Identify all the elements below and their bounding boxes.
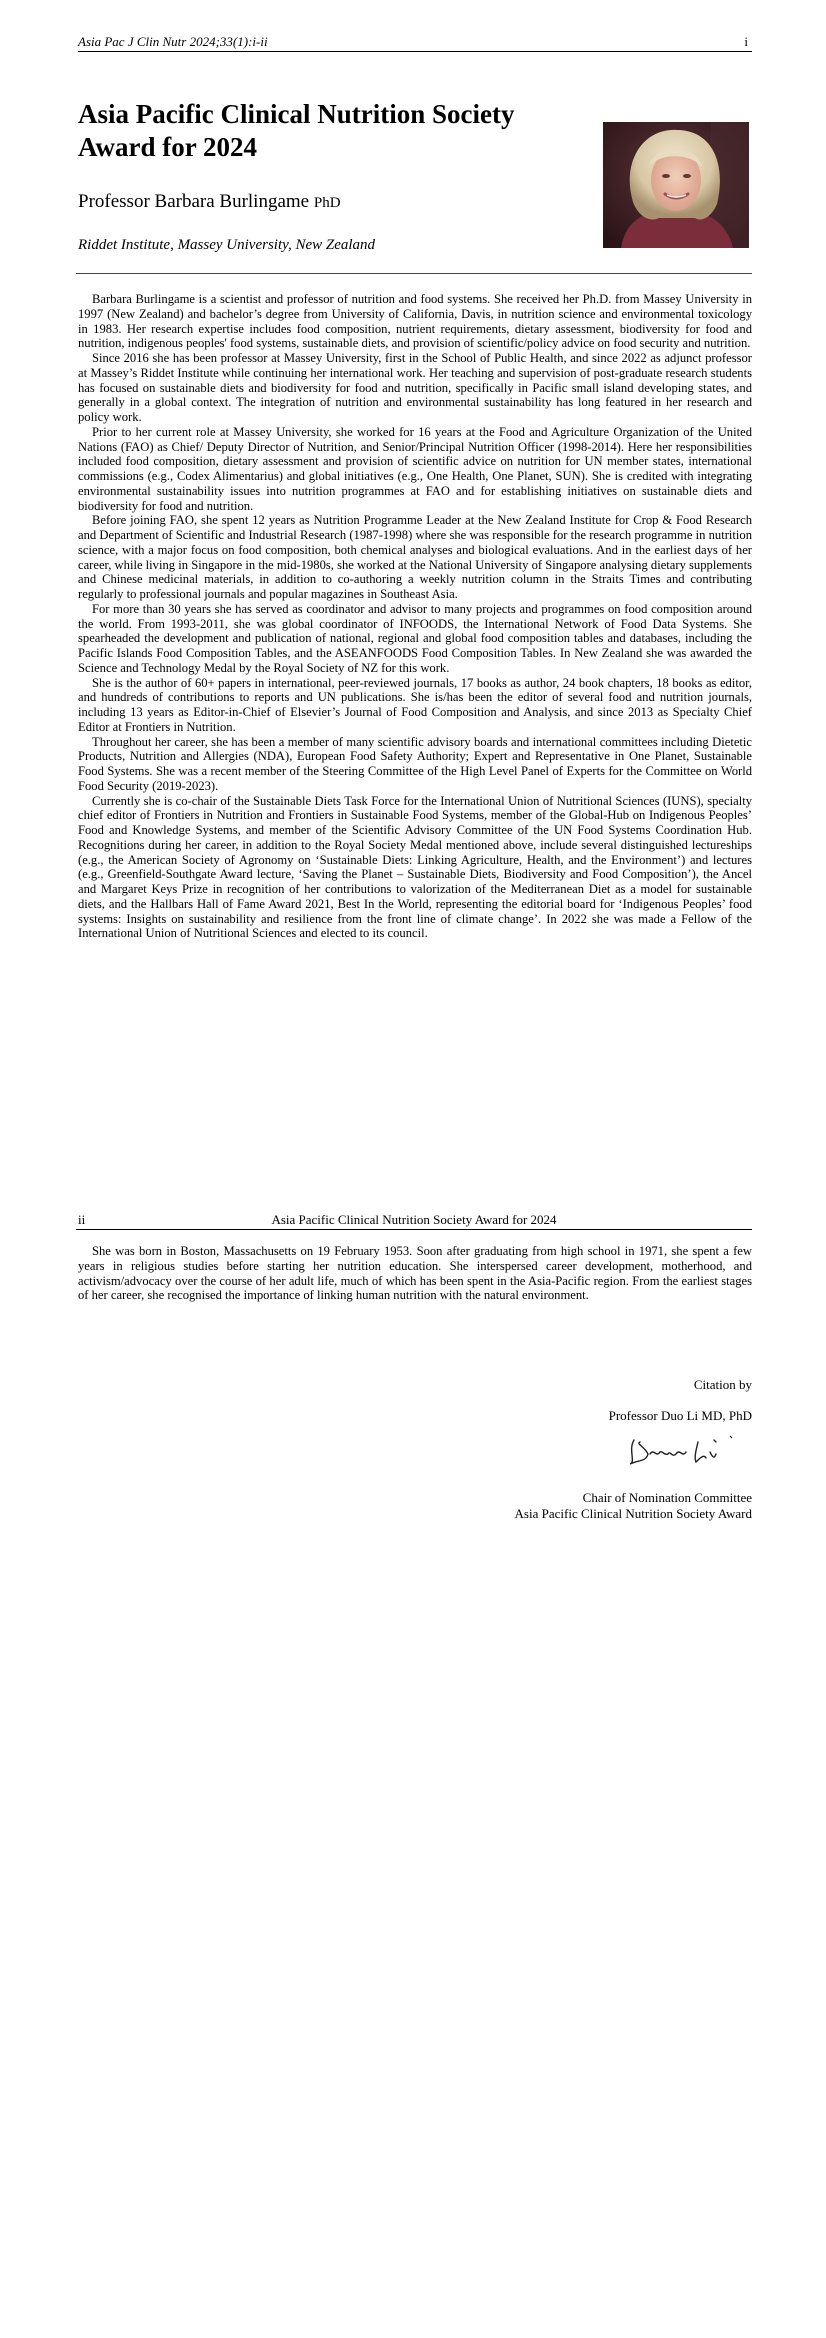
page-two-running-title: Asia Pacific Clinical Nutrition Society Award for 2024 xyxy=(271,1212,557,1227)
author-degree: PhD xyxy=(313,195,341,211)
page-two-paragraph-1: She was born in Boston, Massachusetts on 19 February 1953. Soon after graduating from high school in 1971, she spent a few years in religious studies before starting her nutrition education. She interspersed career development, motherhood, and activism/advocacy over the course of her adult life, much of which has been spent in the Asia-Pacific region. From the earliest stages of her career, she recognised the importance of linking human nutrition with the natural environment. xyxy=(78,1244,752,1303)
page-number: i xyxy=(744,34,748,49)
body-paragraph-7: Throughout her career, she has been a member of many scientific advisory boards and international committees including Dietetic Products, Nutrition and Allergies (NDA), European Food Safety Authority; Expert and Representative in One Planet, Sustainable Food Systems. She was a recent member of the Steering Committee of the High Level Panel of Experts for the Committee on World Food Security (2019-2023). xyxy=(78,734,752,793)
handwritten-signature-icon xyxy=(626,1432,746,1468)
article-title: Asia Pacific Clinical Nutrition Society Award for 2024 xyxy=(78,99,515,162)
body-paragraph-4: Before joining FAO, she spent 12 years as Nutrition Programme Leader at the New Zealand Institute for Crop & Food Research and Department of Scientific and Industrial Research (1987-1998) where she was responsible for the research programme in nutrition science, with a major focus on food composition, both chemical analyses and biological evaluations. And in the earliest days of her career, while living in Singapore in the mid-1980s, she worked at the National University of Singapore analysing dietary supplements and Chinese medicinal materials, in addition to co-authoring a weekly nutrition column in the Straits Times and contributing regularly to professional journals and popular magazines in Southeast Asia. xyxy=(78,513,752,601)
page-two-number: ii xyxy=(78,1212,86,1227)
header-divider xyxy=(76,273,752,274)
body-paragraph-3: Prior to her current role at Massey University, she worked for 16 years at the Food and Agriculture Organization of the United Nations (FAO) as Chief/ Deputy Director of Nutrition, and Senior/Principal Nutrition Officer (1998-2014). Here her responsibilities included food composition, dietary assessment and provision of scientific advice on nutrition for UN member states, international commissions (e.g., Codex Alimentarius) and global initiatives (e.g., One Health, One Planet, SUN). She is credited with integrating environmental sustainability issues into nutrition programmes at FAO and for establishing initiatives on sustainable diets and biodiversity for food and nutrition. xyxy=(78,424,752,513)
body-paragraph-6: She is the author of 60+ papers in international, peer-reviewed journals, 17 books as author, 24 book chapters, 18 books as editor, and hundreds of contributions to reports and UN publications. She is/has been the editor of several food and nutrition journals, including 13 years as Editor-in-Chief of Elsevier’s Journal of Food Composition and Analysis, and since 2013 as Specialty Chief Editor at Frontiers in Nutrition. xyxy=(78,675,752,734)
committee-line-1: Chair of Nomination Committee xyxy=(582,1490,752,1505)
citation-by: Citation by xyxy=(693,1377,752,1392)
running-head xyxy=(78,34,752,52)
body-paragraph-2: Since 2016 she has been professor at Massey University, first in the School of Public Health, and since 2022 as adjunct professor at Massey’s Riddet Institute while continuing her international work. Her teaching and supervision of post-graduate research students has focused on sustainable diets and biodiversity for food and nutrition, specifically in Pacific small island developing states, and generally in a global context. The integration of nutrition and environmental sustainability has long featured in her research and policy work. xyxy=(78,351,752,424)
author-name: Professor Barbara Burlingame xyxy=(78,191,310,212)
portrait-photo xyxy=(603,122,749,248)
citer-name: Professor Duo Li MD, PhD xyxy=(608,1408,752,1423)
page-two-body xyxy=(78,1244,752,1303)
journal-citation: Asia Pac J Clin Nutr 2024;33(1):i-ii xyxy=(78,34,268,49)
committee-line-2: Asia Pacific Clinical Nutrition Society Award xyxy=(514,1506,752,1521)
portrait-photo-icon xyxy=(603,122,749,248)
body-paragraph-1: Barbara Burlingame is a scientist and professor of nutrition and food systems. She received her Ph.D. from Massey University in 1997 (New Zealand) and bachelor’s degree from University of California, Davis, in nutrition science and environmental toxicology in 1983. Her research expertise includes food composition, nutrient requirements, dietary assessment, biodiversity for food and nutrition, indigenous peoples' food systems, sustainable diets, and provision of scientific/policy advice on food security and nutrition. xyxy=(78,292,752,351)
committee-title xyxy=(515,1490,752,1522)
article-body xyxy=(78,292,752,941)
body-paragraph-8: Currently she is co-chair of the Sustainable Diets Task Force for the International Union of Nutritional Sciences (IUNS), specialty chief editor of Frontiers in Nutrition and Frontiers in Sustainable Food Systems, member of the Global-Hub on Indigenous Peoples’ Food and Knowledge Systems, and member of the Scientific Advisory Committee of the UN Food Systems Coordination Hub. Recognitions during her career, in addition to the Royal Society Medal mentioned above, include several distinguished lectureships (e.g., the American Society of Agronomy on ‘Sustainable Diets: Linking Agriculture, Health, and the Environment’) and lectures (e.g., Greenfield-Southgate Award lecture, ‘Saving the Planet – Sustainable Diets, Biodiversity and Food Composition’), the Ancel and Margaret Keys Prize in recognition of her contributions to valorization of the Mediterranean Diet as a model for sustainable diets, and the Hallbars Hall of Fame Award 2021, Best In the World, representing the editorial board for ‘Indigenous Peoples’ food systems: Insights on sustainability and resilience from the front line of climate change’. In 2022 she was made a Fellow of the International Union of Nutritional Sciences and elected to its council. xyxy=(78,793,752,941)
body-paragraph-5: For more than 30 years she has served as coordinator and advisor to many projects and programmes on food composition around the world. From 1993-2011, she was global coordinator of INFOODS, the International Network of Food Data Systems. She spearheaded the development and publication of national, regional and global food composition tables and databases, including the Pacific Islands Food Composition Tables, and the ASEANFOODS Food Composition Tables. In New Zealand she was awarded the Science and Technology Medal by the Royal Society of NZ for this work. xyxy=(78,601,752,675)
page-two-header xyxy=(76,1212,752,1230)
author-line xyxy=(78,190,341,215)
author-affiliation: Riddet Institute, Massey University, New Zealand xyxy=(78,237,376,253)
